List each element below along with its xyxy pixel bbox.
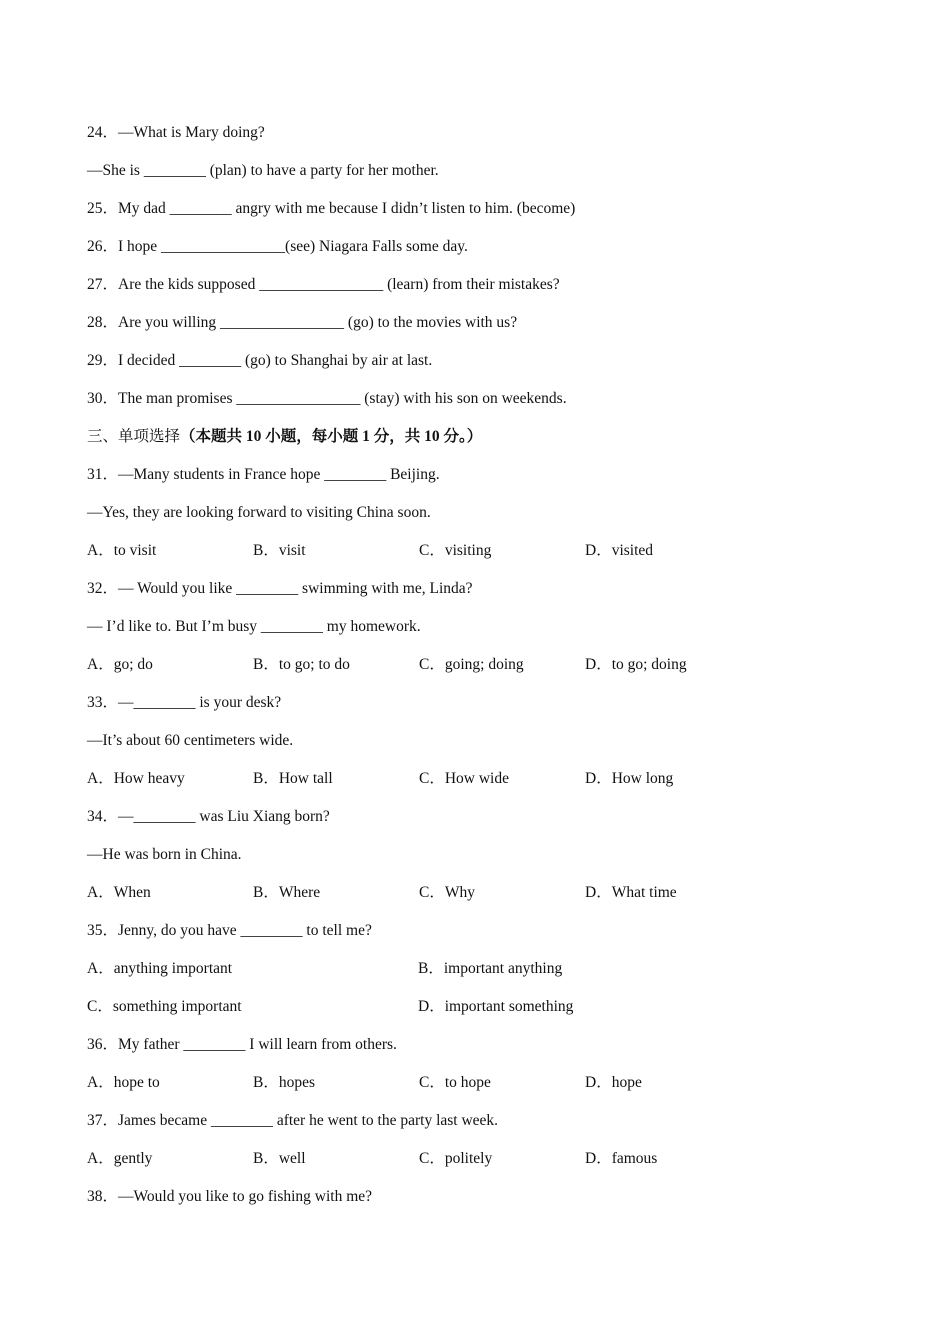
option-c: C．Why <box>419 884 475 901</box>
option-b: B．to go; to do <box>253 656 350 673</box>
option-a: A．to visit <box>87 542 157 559</box>
question-36-prompt: 36．My father ________ I will learn from others. <box>87 1036 397 1053</box>
question-38-prompt: 38．—Would you like to go fishing with me? <box>87 1188 373 1205</box>
question-34-prompt: 34．—________ was Liu Xiang born? <box>87 808 330 825</box>
option-a: A．gently <box>87 1150 153 1167</box>
option-d: D．hope <box>585 1074 642 1091</box>
question-24-response: —She is ________ (plan) to have a party for her mother. <box>87 162 439 179</box>
option-d: D．visited <box>585 542 654 559</box>
option-d: D．What time <box>585 884 677 901</box>
section-3-prefix: 三、单项选择 <box>87 428 181 445</box>
option-c: C．visiting <box>419 542 492 559</box>
question-31-prompt: 31．—Many students in France hope ________ Beijing. <box>87 466 440 483</box>
question-37-prompt: 37．James became ________ after he went to the party last week. <box>87 1112 499 1129</box>
question-37-options <box>87 1145 867 1183</box>
option-a: A．hope to <box>87 1074 160 1091</box>
option-c: C．going; doing <box>419 656 524 673</box>
option-b: B．important anything <box>418 960 563 977</box>
document-page <box>87 119 867 1221</box>
option-c: C．to hope <box>419 1074 491 1091</box>
option-c: C．politely <box>419 1150 493 1167</box>
option-c: C．How wide <box>419 770 509 787</box>
option-b: B．Where <box>253 884 321 901</box>
option-d: D．important something <box>418 998 574 1015</box>
question-24-prompt: 24．—What is Mary doing? <box>87 124 265 141</box>
question-31-response: —Yes, they are looking forward to visiting China soon. <box>87 504 431 521</box>
question-32-prompt: 32．— Would you like ________ swimming with me, Linda? <box>87 580 473 597</box>
question-33-prompt: 33．—________ is your desk? <box>87 694 282 711</box>
option-d: D．to go; doing <box>585 656 687 673</box>
option-b: B．well <box>253 1150 306 1167</box>
question-31-options <box>87 537 867 575</box>
question-27: 27．Are the kids supposed ________________ (learn) from their mistakes? <box>87 276 560 293</box>
question-29: 29．I decided ________ (go) to Shanghai by air at last. <box>87 352 433 369</box>
section-3-note: （本题共 10 小题，每小题 1 分，共 10 分。） <box>180 428 483 445</box>
question-34-response: —He was born in China. <box>87 846 242 863</box>
question-28: 28．Are you willing ________________ (go) to the movies with us? <box>87 314 518 331</box>
question-34-options <box>87 879 867 917</box>
question-33-response: —It’s about 60 centimeters wide. <box>87 732 294 749</box>
option-d: D．How long <box>585 770 674 787</box>
option-a: A．anything important <box>87 960 233 977</box>
question-32-options <box>87 651 867 689</box>
question-35-prompt: 35．Jenny, do you have ________ to tell me? <box>87 922 372 939</box>
question-35-options-row-2 <box>87 993 867 1031</box>
option-a: A．When <box>87 884 151 901</box>
option-b: B．hopes <box>253 1074 316 1091</box>
question-25: 25．My dad ________ angry with me because I didn’t listen to him. (become) <box>87 200 576 217</box>
section-3-heading <box>87 423 867 461</box>
question-30: 30．The man promises ________________ (stay) with his son on weekends. <box>87 390 567 407</box>
question-36-options <box>87 1069 867 1107</box>
question-26: 26．I hope ________________(see) Niagara Falls some day. <box>87 238 468 255</box>
question-33-options <box>87 765 867 803</box>
option-b: B．visit <box>253 542 306 559</box>
option-b: B．How tall <box>253 770 333 787</box>
option-d: D．famous <box>585 1150 658 1167</box>
question-32-response: — I’d like to. But I’m busy ________ my homework. <box>87 618 421 635</box>
option-c: C．something important <box>87 998 242 1015</box>
option-a: A．go; do <box>87 656 153 673</box>
option-a: A．How heavy <box>87 770 185 787</box>
question-35-options-row-1 <box>87 955 867 993</box>
